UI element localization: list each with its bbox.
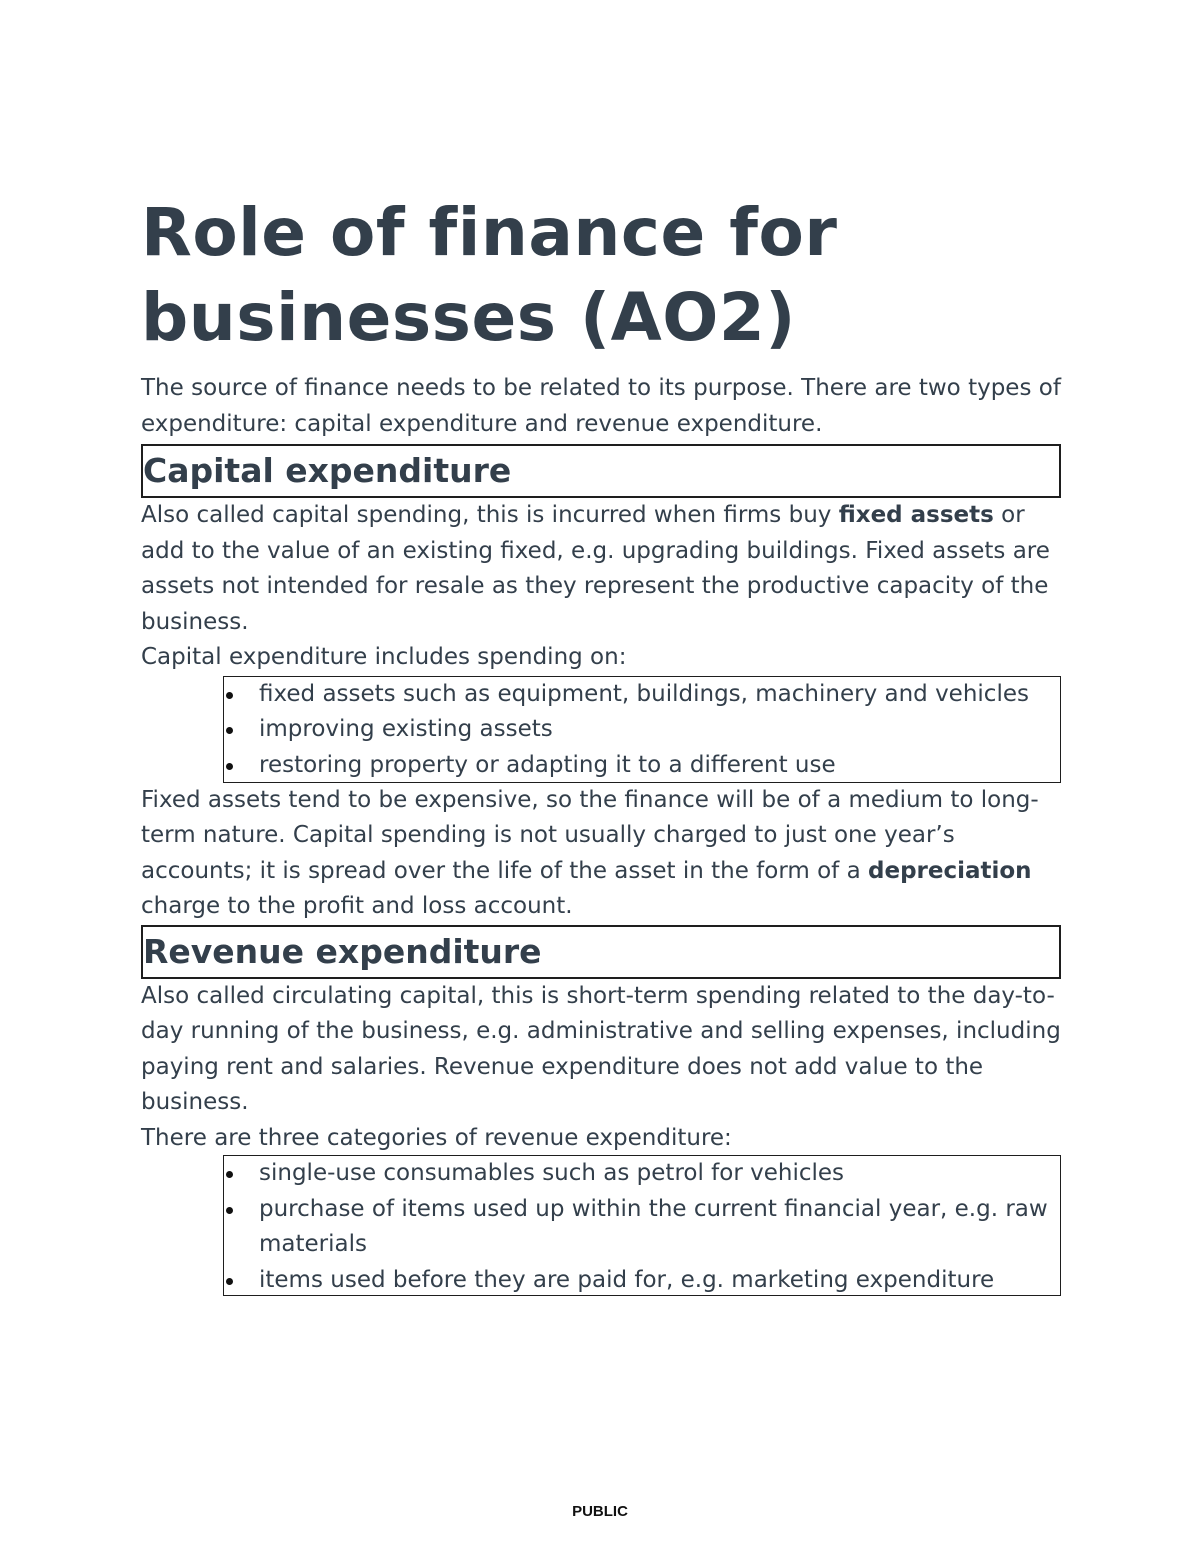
revenue-definition-paragraph: Also called circulating capital, this is short-term spending related to the day-to-day running of the business, e.g. administrative and selling expenses, including paying rent and salaries. Revenue expenditure does not add value to the business. bbox=[141, 982, 1061, 1115]
list-item: improving existing assets bbox=[224, 712, 1060, 748]
depreciation-text-end: charge to the profit and loss account. bbox=[141, 893, 573, 919]
page-title bbox=[141, 190, 1061, 360]
capital-definition-paragraph bbox=[141, 498, 1061, 640]
intro-paragraph: The source of finance needs to be related to its purpose. There are two types of expenditure: capital expenditure and revenue expenditure. bbox=[141, 375, 1061, 437]
classification-footer: PUBLIC bbox=[572, 1503, 628, 1520]
capital-expenditure-heading: Capital expenditure bbox=[141, 444, 1061, 498]
revenue-expenditure-list bbox=[223, 1155, 1061, 1296]
list-item: items used before they are paid for, e.g. marketing expenditure bbox=[224, 1263, 1060, 1299]
capital-list-intro: Capital expenditure includes spending on: bbox=[141, 644, 627, 670]
title-line-2: businesses (AO2) bbox=[141, 279, 796, 356]
fixed-assets-term: fixed assets bbox=[838, 502, 994, 528]
revenue-expenditure-heading: Revenue expenditure bbox=[141, 925, 1061, 979]
depreciation-text-start: Fixed assets tend to be expensive, so the finance will be of a medium to long-term nature. Capital spending is not usually charged to just one year’s accounts; it is spread over the life of the asset in the form of a bbox=[141, 786, 1039, 884]
capital-expenditure-list bbox=[223, 676, 1061, 783]
list-item: purchase of items used up within the current financial year, e.g. raw materials bbox=[224, 1192, 1060, 1263]
title-line-1: Role of finance for bbox=[141, 194, 838, 271]
list-item: single-use consumables such as petrol for vehicles bbox=[224, 1156, 1060, 1192]
depreciation-paragraph bbox=[141, 783, 1061, 925]
document-body bbox=[141, 190, 1061, 1296]
revenue-list-intro: There are three categories of revenue expenditure: bbox=[141, 1124, 732, 1151]
list-item: fixed assets such as equipment, buildings, machinery and vehicles bbox=[224, 677, 1060, 713]
depreciation-term: depreciation bbox=[868, 857, 1032, 884]
capital-definition-text-start: Also called capital spending, this is incurred when firms buy bbox=[141, 502, 839, 528]
capital-definition-text-end: or add to the value of an existing fixed, e.g. upgrading buildings. Fixed assets are assets not intended for resale as they represent the productive capacity of the business. bbox=[141, 502, 1050, 635]
list-item: restoring property or adapting it to a different use bbox=[224, 748, 1060, 784]
